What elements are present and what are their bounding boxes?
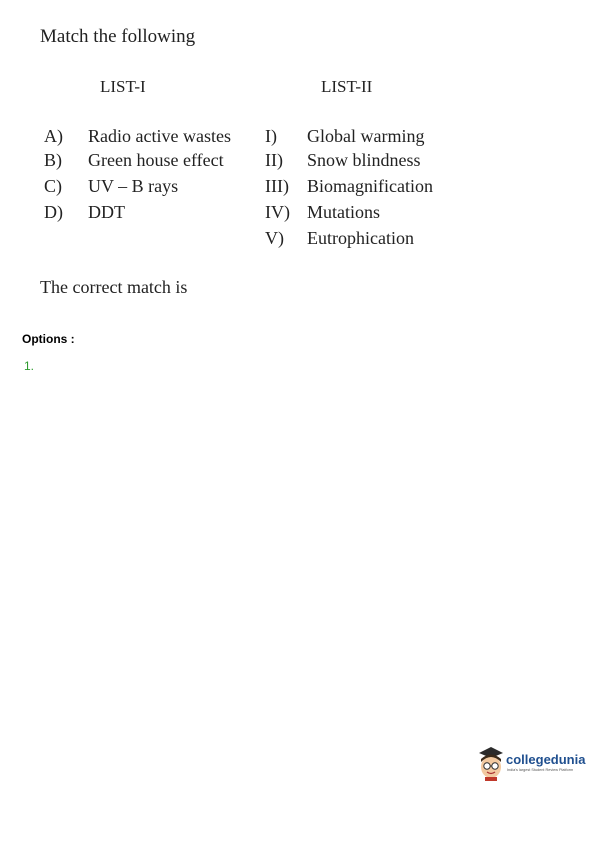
list1-item-text: Green house effect [88, 150, 224, 170]
list1-item-text: DDT [88, 202, 125, 222]
list2-item-text: Biomagnification [307, 176, 433, 196]
list2-item-key: III) [265, 176, 289, 196]
list1-item-key: D) [44, 202, 63, 222]
list2-item [265, 150, 421, 170]
list2-item-text: Mutations [307, 202, 381, 222]
question-prompt: The correct match is [40, 277, 188, 297]
list2-item-key: V) [265, 228, 284, 248]
list1-item [44, 176, 178, 196]
question-title: Match the following [40, 26, 196, 47]
list1-item [44, 150, 224, 170]
list2-item [265, 176, 433, 196]
options-label: Options : [22, 332, 75, 346]
list2-item-key: IV) [265, 202, 290, 222]
list1-item-text: Radio active wastes [88, 126, 231, 146]
list1-item-key: B) [44, 150, 62, 170]
brand-name: collegedunia [506, 752, 586, 767]
list2-item [265, 228, 414, 248]
list1-item-key: A) [44, 126, 63, 146]
list1-item [44, 202, 125, 222]
list2-item [265, 126, 424, 146]
list2-item-key: I) [265, 126, 277, 146]
list2-item-text: Eutrophication [307, 228, 414, 248]
list1-item [44, 126, 231, 146]
list2-item-key: II) [265, 150, 283, 170]
mascot-logo-icon [476, 746, 506, 782]
brand-tagline: India's largest Student Review Platform [507, 768, 574, 772]
brand-logo [476, 746, 588, 782]
list1-item-key: C) [44, 176, 62, 196]
option-number[interactable]: 1. [24, 359, 35, 373]
list1-heading: LIST-I [100, 77, 146, 96]
list2-heading: LIST-II [321, 77, 373, 96]
list1-item-text: UV – B rays [88, 176, 179, 196]
list2-item-text: Global warming [307, 126, 425, 146]
list2-item-text: Snow blindness [307, 150, 421, 170]
list2-item [265, 202, 380, 222]
